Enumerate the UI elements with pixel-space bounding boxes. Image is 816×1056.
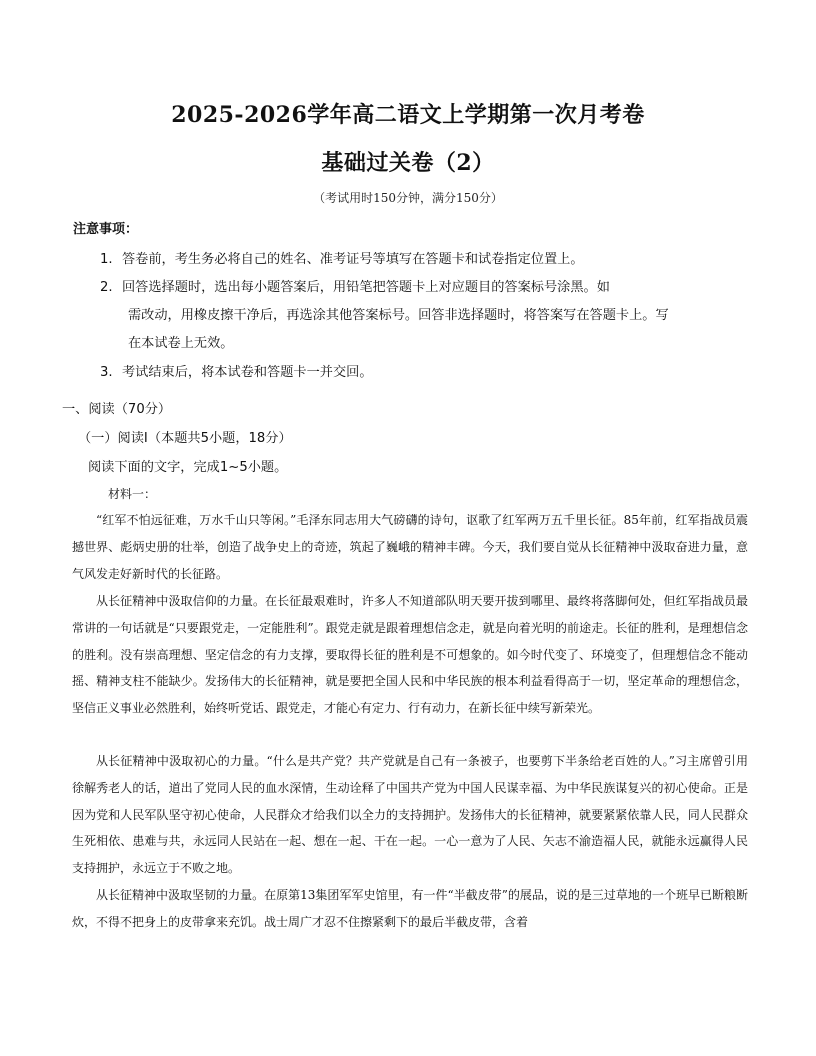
paragraph-2: 从长征精神中汲取信仰的力量。在长征最艰难时，许多人不知道部队明天要开拔到哪里、最终将落脚何处，但红军指战员最常讲的一句话就是“只要跟党走，一定能胜利”。跟党走就是跟着理想信念走，就是向着光明的前途走。长征的胜利，是理想信念的胜利。没有崇高理想、坚定信念的有力支撑，要取得长征的胜利是不可想象的。如今时代变了、环境变了，但理想信念不能动摇、精神支柱不能缺少。发扬伟大的长征精神，就是要把全国人民和中华民族的根本利益看得高于一切，坚定革命的理想信念，坚信正义事业必然胜利，始终听党话、跟党走，才能心有定力、行有动力，在新长征中续写新荣光。: [72, 594, 748, 716]
notice-item-3: [100, 361, 373, 380]
notice-item-2-line-3: 在本试卷上无效。: [128, 336, 234, 351]
section-subheading: （一）阅读Ⅰ（本题共5小题，18分）: [78, 431, 292, 446]
exam-subtitle: 基础过关卷（2）: [321, 150, 495, 176]
paragraph-3: 从长征精神中汲取初心的力量。“什么是共产党？共产党就是自己有一条被子，也要剪下半条给老百姓的人。”习主席曾引用徐解秀老人的话，道出了党同人民的血水深情，生动诠释了中国共产党为中国人民谋幸福、为中华民族谋复兴的初心使命。正是因为党和人民军队坚守初心使命，人民群众才给我们以全力的支持拥护。发扬伟大的长征精神，就要紧紧依靠人民，同人民群众生死相依、患难与共，永远同人民站在一起、想在一起、干在一起。一心一意为了人民、矢志不渝造福人民，就能永远赢得人民支持拥护，永远立于不败之地。: [72, 754, 748, 876]
notice-item-number: 1.: [100, 252, 113, 267]
section-heading: 一、阅读（70分）: [62, 402, 172, 417]
notice-heading: 注意事项：: [73, 222, 139, 237]
material-label: 材料一：: [108, 487, 157, 501]
exam-title: 2025-2026学年高二语文上学期第一次月考卷: [171, 102, 645, 128]
paragraph-1: “红军不怕远征难，万水千山只等闲。”毛泽东同志用大气磅礴的诗句，讴歌了红军两万五千里长征。85年前，红军指战员震撼世界、彪炳史册的壮举，创造了战争史上的奇迹，筑起了巍峨的精神丰碑。今天，我们要自觉从长征精神中汲取奋进力量，意气风发走好新时代的长征路。: [72, 513, 748, 581]
exam-info: （考试用时150分钟，满分150分）: [313, 191, 503, 205]
notice-item-text: 考试结束后，将本试卷和答题卡一并交回。: [122, 365, 373, 380]
notice-item-text: 回答选择题时，选出每小题答案后，用铅笔把答题卡上对应题目的答案标号涂黑。如: [122, 280, 610, 295]
notice-item-number: 2.: [100, 280, 113, 295]
notice-item-1: [100, 248, 584, 267]
notice-item-number: 3.: [100, 365, 113, 380]
reading-instruction: 阅读下面的文字，完成1~5小题。: [88, 460, 288, 475]
paragraph-4: 从长征精神中汲取坚韧的力量。在原第13集团军军史馆里，有一件“半截皮带”的展品，说的是三过草地的一个班早已断粮断炊，不得不把身上的皮带拿来充饥。战士周广才忍不住擦紧剩下的最后半截皮带，含着: [72, 888, 748, 929]
notice-item-text: 答卷前，考生务必将自己的姓名、准考证号等填写在答题卡和试卷指定位置上。: [122, 252, 584, 267]
notice-item-2: [100, 276, 610, 295]
notice-item-2-line-2: 需改动，用橡皮擦干净后，再选涂其他答案标号。回答非选择题时，将答案写在答题卡上。写: [128, 308, 669, 323]
